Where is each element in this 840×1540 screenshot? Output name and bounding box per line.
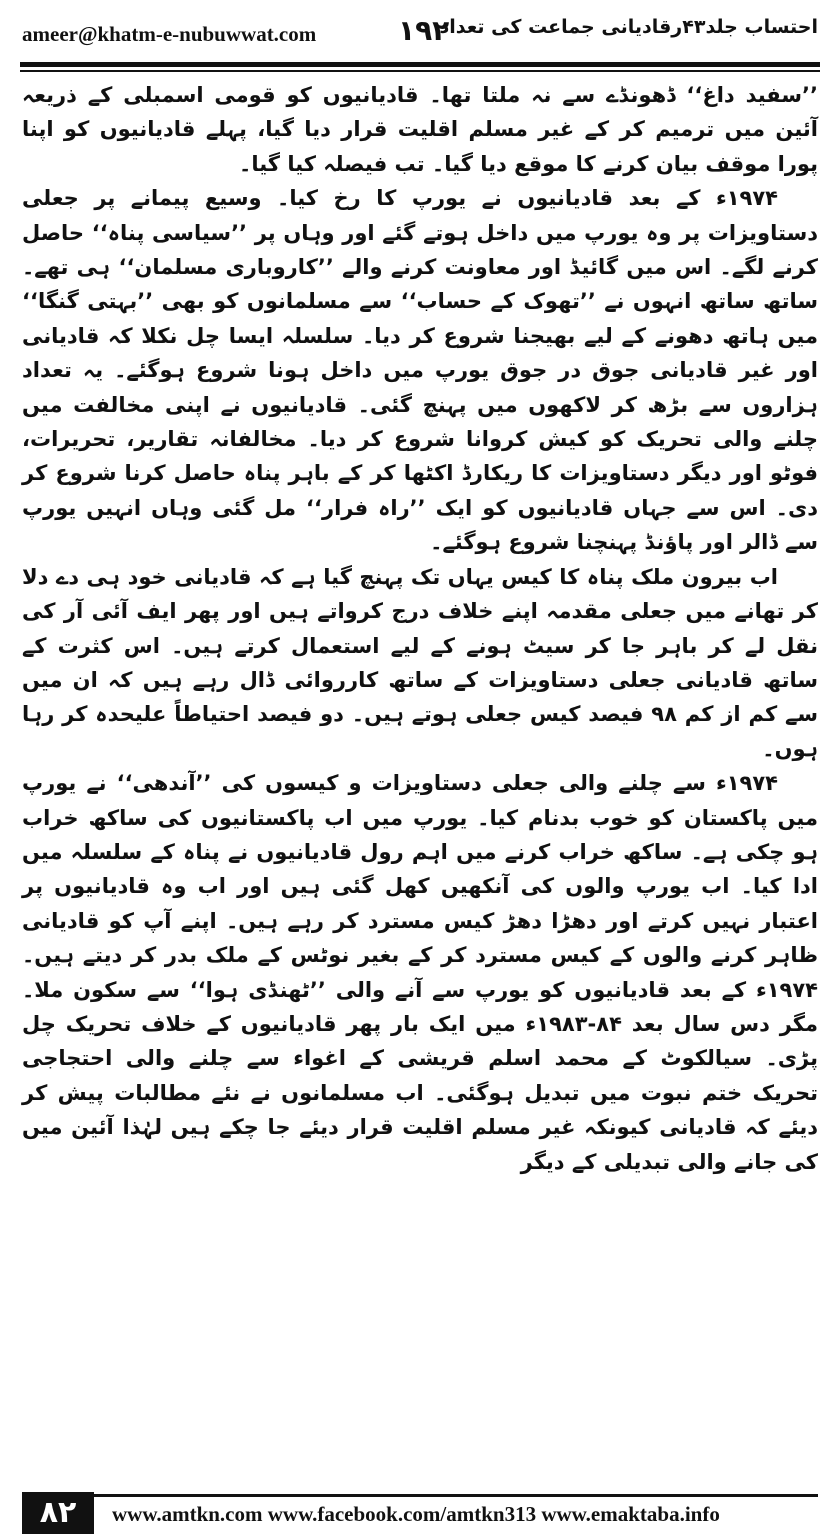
footer-page-number: ۸۲ — [22, 1492, 94, 1534]
header-page-number: ۱۹۲ — [398, 14, 450, 47]
paragraph-2: ۱۹۷۴ء کے بعد قادیانیوں نے یورپ کا رخ کیا۔ وسیع پیمانے پر جعلی دستاویزات پر وہ یورپ میں داخل ہوتے گئے اور وہاں پر ’’سیاسی پناہ‘‘ حاصل کرنے لگے۔ اس میں گائیڈ اور معاونت کرنے والے ’’کاروباری مسلمان‘‘ ہی تھے۔ ساتھ ساتھ انہوں نے ’’تھوک کے حساب‘‘ سے مسلمانوں کو بھی ’’بہتی گنگا‘‘ میں ہاتھ دھونے کے لیے بھیجنا شروع کر دیا۔ سلسلہ ایسا چل نکلا کہ قادیانی اور غیر قادیانی جوق در جوق یورپ میں داخل ہونا شروع ہوگئے۔ یہ تعداد ہزاروں سے بڑھ کر لاکھوں میں پہنچ گئی۔ قادیانیوں نے اپنی مخالفت میں چلنے والی تحریک کو کیش کروانا شروع کر دیا۔ مخالفانہ تقاریر، تحریرات، فوٹو اور دیگر دستاویزات کا ریکارڈ اکٹھا کر کے باہر پناہ حاصل کرنا شروع کر دی۔ اس سے جہاں قادیانیوں کو ایک ’’راہ فرار‘‘ مل گئی وہاں انہیں یورپ سے ڈالر اور پاؤنڈ پہنچنا شروع ہوگئے۔ — [22, 186, 818, 555]
paragraph-4: ۱۹۷۴ء سے چلنے والی جعلی دستاویزات و کیسوں کی ’’آندھی‘‘ نے یورپ میں پاکستان کو خوب بدنام کیا۔ یورپ میں اب پاکستانیوں کی ساکھ خراب ہو چکی ہے۔ ساکھ خراب کرنے میں اہم رول قادیانیوں نے پناہ کے سلسلہ میں ادا کیا۔ اب یورپ والوں کی آنکھیں کھل گئی ہیں اور اب وہ قادیانیوں پر اعتبار نہیں کرتے اور دھڑا دھڑ کیس مسترد کر رہے ہیں۔ اپنے آپ کو قادیانی ظاہر کرنے والوں کے کیس مسترد کر کے بغیر نوٹس کے ملک بدر کر دیتے ہیں۔ ۱۹۷۴ء کے بعد قادیانیوں کو یورپ سے آنے والی ’’ٹھنڈی ہوا‘‘ سے سکون ملا۔ مگر دس سال بعد ۸۴-۱۹۸۳ء میں ایک بار پھر قادیانیوں کے خلاف تحریک چل پڑی۔ سیالکوٹ کے محمد اسلم قریشی کے اغواء سے چلنے والی احتجاجی تحریک ختم نبوت میں تبدیل ہوگئی۔ اب مسلمانوں نے نئے مطالبات پیش کر دیئے کہ قادیانی کیونکہ غیر مسلم اقلیت قرار دیئے جا چکے ہیں لہٰذا آئین میں کی جانے والی تبدیلی کے دیگر — [22, 771, 818, 1174]
header-rule-thin — [20, 70, 820, 72]
header-rule-thick — [20, 62, 820, 67]
page-footer — [0, 1484, 840, 1540]
page-header — [0, 0, 840, 66]
header-title: احتساب جلد۴۳رقادیانی جماعت کی تعداد — [439, 16, 818, 38]
paragraph-3: اب بیرون ملک پناہ کا کیس یہاں تک پہنچ گیا ہے کہ قادیانی خود ہی دے دلا کر تھانے میں جعلی مقدمہ اپنے خلاف درج کرواتے ہیں اور پھر ایف آئی آر کی نقل لے کر باہر جا کر سیٹ ہونے کے لیے استعمال کرتے ہیں۔ اس کثرت کے ساتھ قادیانی جعلی دستاویزات کے ساتھ کارروائی ڈال رہے ہیں کہ ان میں سے کم از کم ۹۸ فیصد کیس جعلی ہوتے ہیں۔ دو فیصد احتیاطاً علیحدہ کر رہا ہوں۔ — [22, 564, 818, 761]
article-body — [22, 78, 818, 1179]
footer-urls: www.amtkn.com www.facebook.com/amtkn313 www.emaktaba.info — [112, 1502, 720, 1526]
header-email: ameer@khatm-e-nubuwwat.com — [22, 22, 317, 46]
paragraph-1: ’’سفید داغ‘‘ ڈھونڈے سے نہ ملتا تھا۔ قادیانیوں کو قومی اسمبلی کے ذریعہ آئین میں ترمیم کر کے غیر مسلم اقلیت قرار دیا گیا، پہلے قادیانیوں کو اپنا پورا موقف بیان کرنے کا موقع دیا گیا۔ تب فیصلہ کیا گیا۔ — [22, 83, 818, 176]
footer-rule — [94, 1494, 818, 1497]
